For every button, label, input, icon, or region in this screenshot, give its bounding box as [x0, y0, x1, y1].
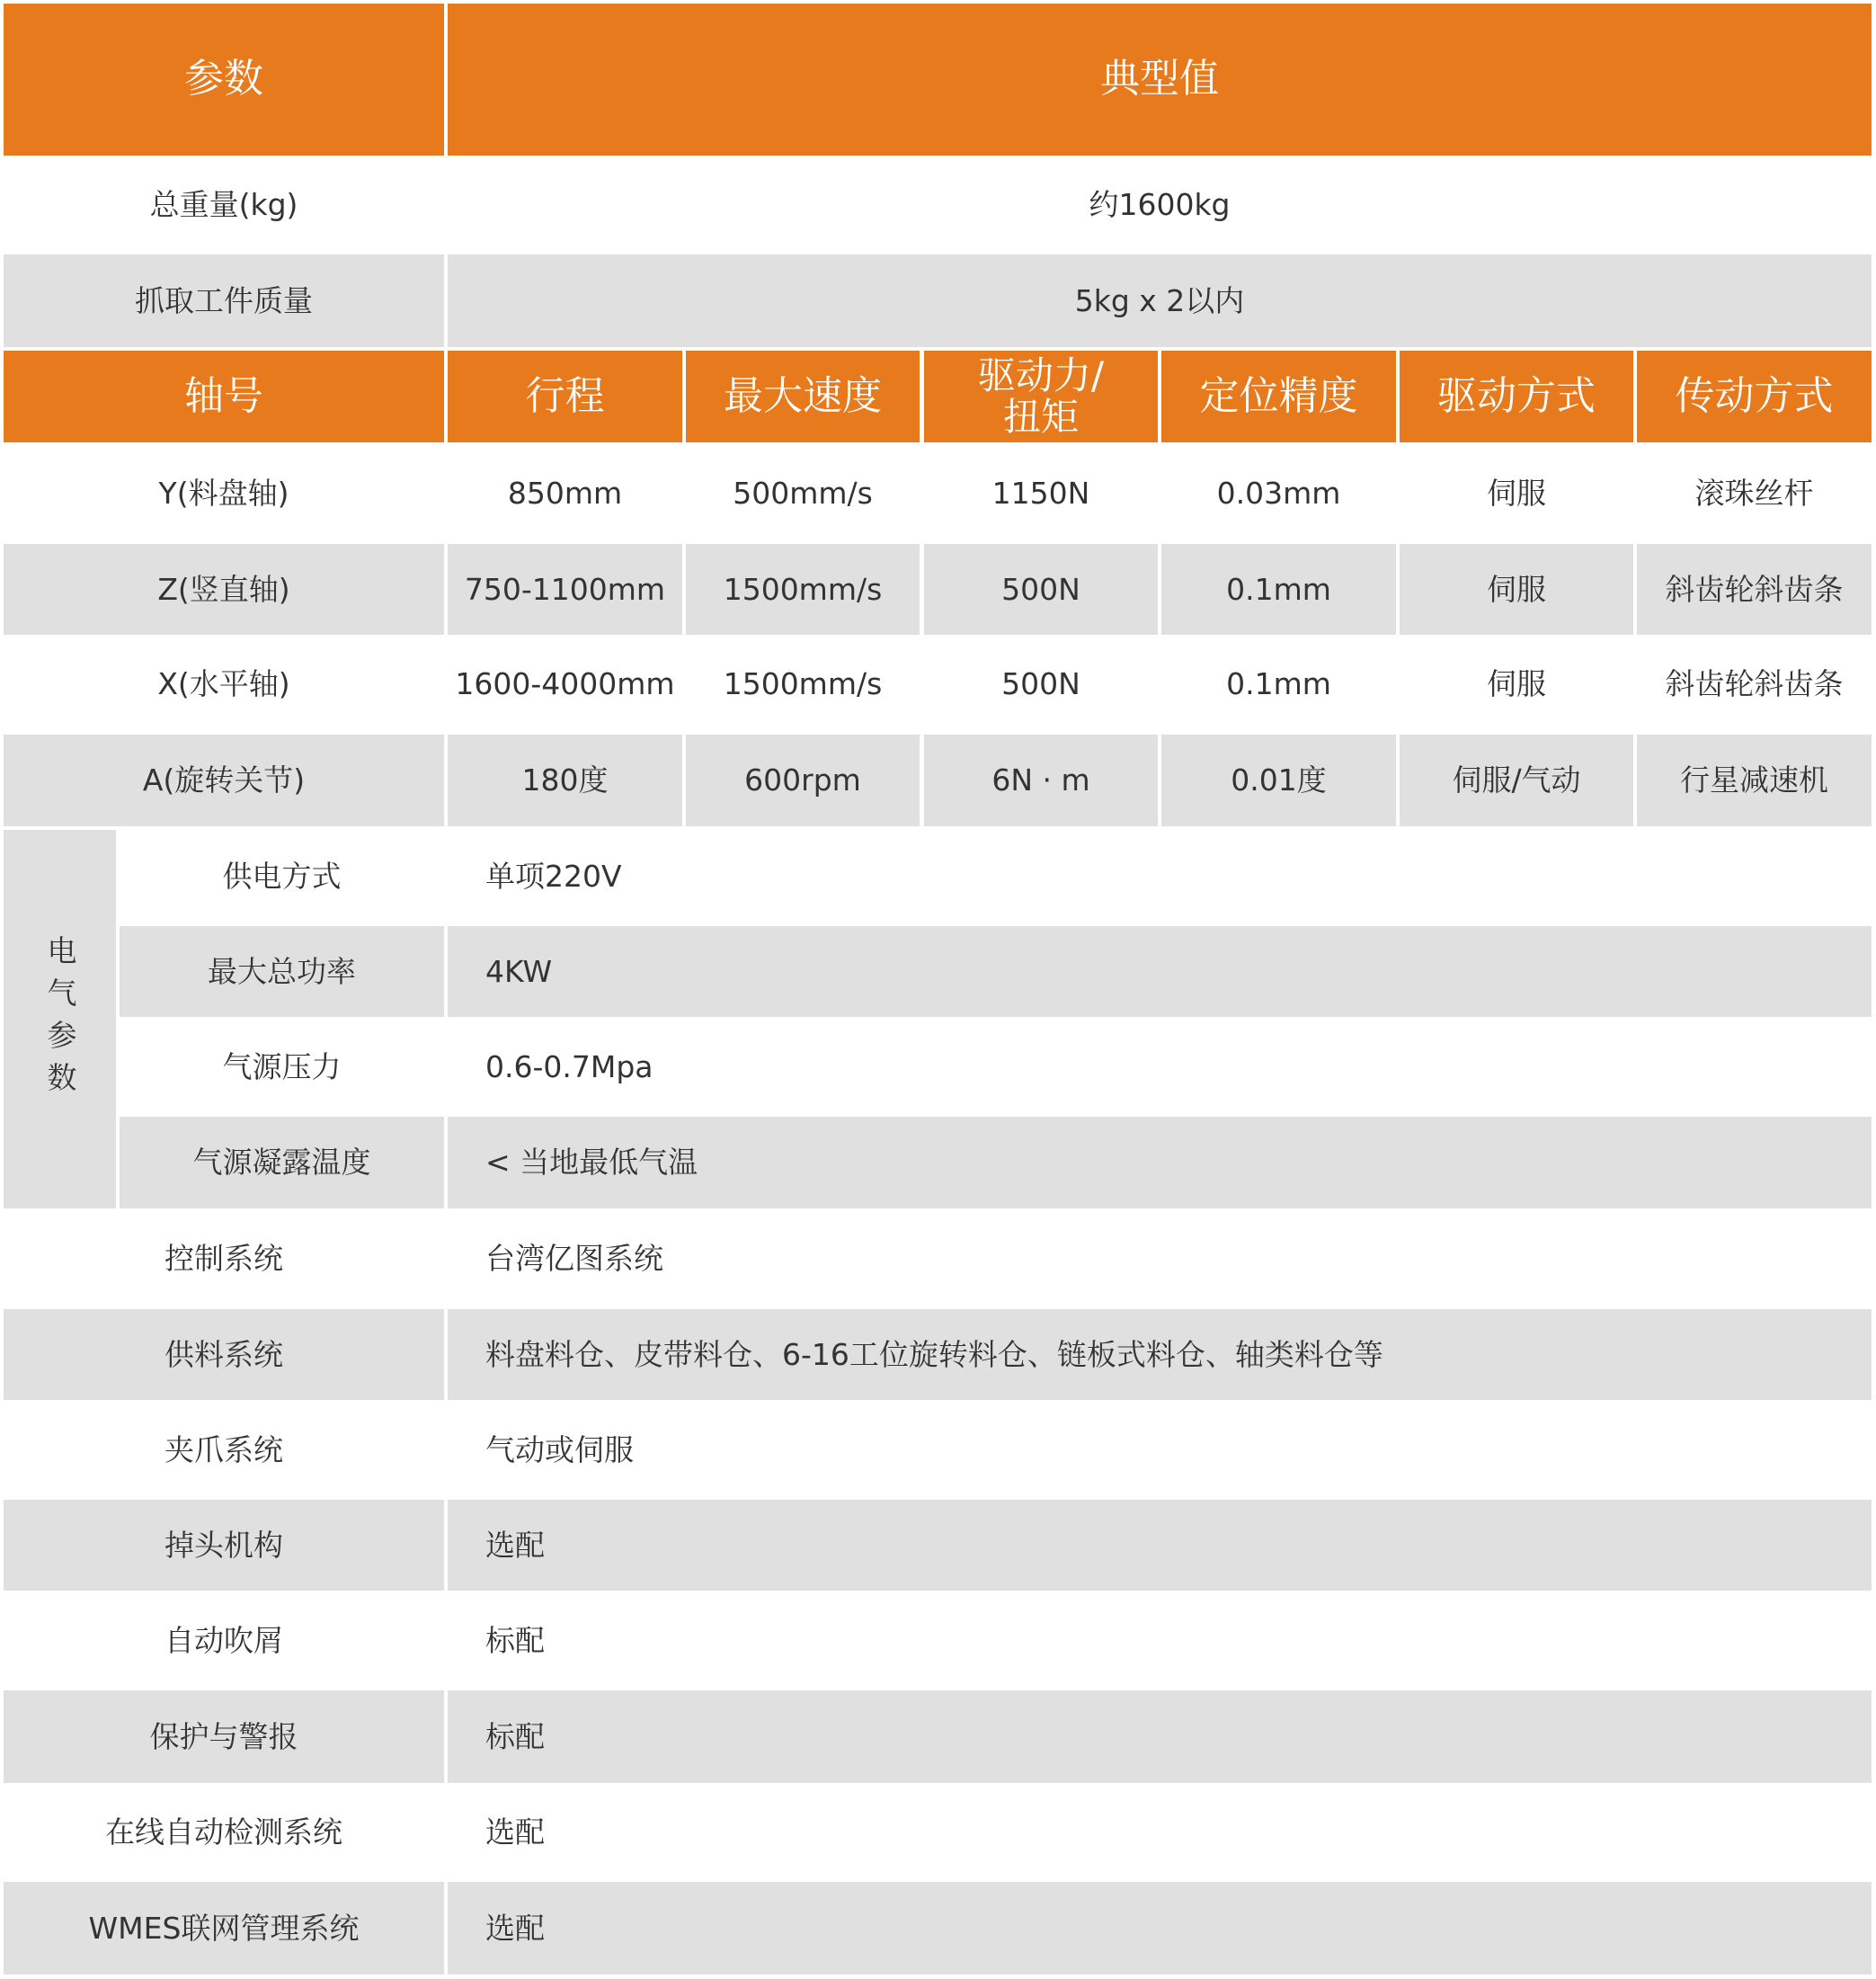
axis-value: 0.03mm: [1161, 445, 1396, 541]
axis-header-2: 最大速度: [686, 351, 920, 442]
system-value: 标配: [448, 1595, 1872, 1687]
system-label: WMES联网管理系统: [4, 1882, 444, 1975]
system-value: 气动或伺服: [448, 1404, 1872, 1496]
system-label: 控制系统: [4, 1211, 444, 1306]
axis-name: Y(料盘轴): [4, 445, 444, 541]
electrical-value: 4KW: [448, 926, 1872, 1017]
axis-name: X(水平轴): [4, 638, 444, 730]
axis-value: 600rpm: [686, 735, 920, 826]
axis-value: 伺服: [1400, 445, 1633, 541]
axis-value: 0.1mm: [1161, 544, 1396, 635]
axis-value: 500N: [924, 638, 1158, 730]
system-label: 掉头机构: [4, 1500, 444, 1591]
axis-value: 斜齿轮斜齿条: [1637, 544, 1872, 635]
system-label: 在线自动检测系统: [4, 1787, 444, 1878]
system-label: 自动吹屑: [4, 1595, 444, 1687]
axis-value: 伺服/气动: [1400, 735, 1633, 826]
axis-header-6: 传动方式: [1637, 351, 1872, 442]
system-value: 选配: [448, 1882, 1872, 1975]
system-label: 保护与警报: [4, 1690, 444, 1783]
system-value: 台湾亿图系统: [448, 1211, 1872, 1306]
system-value: 选配: [448, 1787, 1872, 1878]
axis-value: 6N · m: [924, 735, 1158, 826]
electrical-value: 0.6-0.7Mpa: [448, 1021, 1872, 1113]
axis-header-3: 驱动力/ 扭矩: [924, 351, 1158, 442]
axis-value: 伺服: [1400, 638, 1633, 730]
axis-name: A(旋转关节): [4, 735, 444, 826]
axis-value: 1150N: [924, 445, 1158, 541]
electrical-label: 供电方式: [120, 830, 444, 923]
axis-value: 行星减速机: [1637, 735, 1872, 826]
axis-value: 斜齿轮斜齿条: [1637, 638, 1872, 730]
axis-value: 1500mm/s: [686, 638, 920, 730]
axis-header-5: 驱动方式: [1400, 351, 1633, 442]
axis-value: 850mm: [448, 445, 682, 541]
electrical-label: 最大总功率: [120, 926, 444, 1017]
axis-value: 1500mm/s: [686, 544, 920, 635]
axis-header-4: 定位精度: [1161, 351, 1396, 442]
axis-value: 伺服: [1400, 544, 1633, 635]
system-value: 料盘料仓、皮带料仓、6-16工位旋转料仓、链板式料仓、轴类料仓等: [448, 1309, 1872, 1400]
general-value: 5kg x 2以内: [448, 254, 1872, 347]
general-label: 抓取工件质量: [4, 254, 444, 347]
axis-header-1: 行程: [448, 351, 682, 442]
system-label: 夹爪系统: [4, 1404, 444, 1496]
electrical-label: 气源凝露温度: [120, 1117, 444, 1208]
electrical-value: < 当地最低气温: [448, 1117, 1872, 1208]
axis-value: 750-1100mm: [448, 544, 682, 635]
axis-value: 180度: [448, 735, 682, 826]
axis-value: 1600-4000mm: [448, 638, 682, 730]
system-value: 标配: [448, 1690, 1872, 1783]
axis-name: Z(竖直轴): [4, 544, 444, 635]
general-label: 总重量(kg): [4, 157, 444, 253]
axis-value: 500N: [924, 544, 1158, 635]
general-value: 约1600kg: [448, 157, 1872, 253]
electrical-label: 气源压力: [120, 1021, 444, 1113]
axis-value: 0.01度: [1161, 735, 1396, 826]
axis-value: 0.1mm: [1161, 638, 1396, 730]
header-typical-value: 典型值: [448, 4, 1872, 156]
system-value: 选配: [448, 1500, 1872, 1591]
axis-value: 滚珠丝杆: [1637, 445, 1872, 541]
electrical-group-label: 电气参数: [4, 830, 116, 1208]
axis-value: 500mm/s: [686, 445, 920, 541]
system-label: 供料系统: [4, 1309, 444, 1400]
axis-header-0: 轴号: [4, 351, 444, 442]
header-param: 参数: [4, 4, 444, 156]
electrical-value: 单项220V: [448, 830, 1872, 923]
